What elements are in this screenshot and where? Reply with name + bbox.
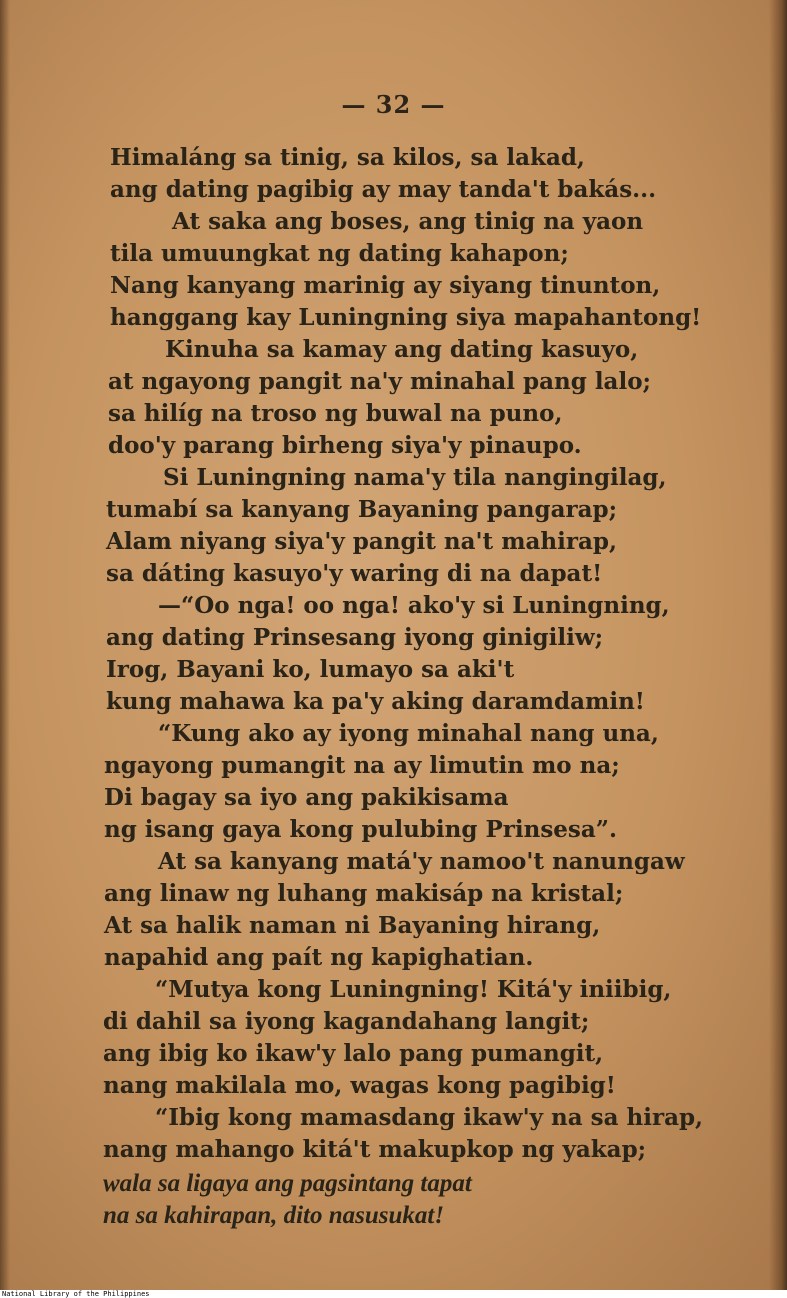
page-edge-shadow: [769, 0, 787, 1290]
poem-line: hanggang kay Luningning siya mapahantong!: [110, 304, 702, 331]
poem-line: nang mahango kitá't makupkop ng yakap;: [103, 1136, 647, 1163]
poem-line: “Ibig kong mamasdang ikaw'y na sa hirap,: [155, 1104, 704, 1131]
poem-line: Si Luningning nama'y tila nangingilag,: [163, 464, 667, 491]
page-number: — 32 —: [341, 90, 446, 119]
poem-line: na sa kahirapan, dito nasusukat!: [103, 1202, 445, 1229]
poem-line: Di bagay sa iyo ang pakikisama: [104, 784, 509, 811]
poem-line: ang ibig ko ikaw'y lalo pang pumangit,: [103, 1040, 604, 1067]
poem-line: doo'y parang birheng siya'y pinaupo.: [108, 432, 582, 459]
poem-line: napahid ang paít ng kapighatian.: [104, 944, 534, 971]
poem-line: At saka ang boses, ang tinig na yaon: [172, 208, 644, 235]
poem-line: “Kung ako ay iyong minahal nang una,: [158, 720, 659, 747]
poem-line: “Mutya kong Luningning! Kitá'y iniibig,: [155, 976, 672, 1003]
poem-line: ng isang gaya kong pulubing Prinsesa”.: [104, 816, 617, 843]
poem-line: Alam niyang siya'y pangit na't mahirap,: [106, 528, 617, 555]
poem-line: Irog, Bayani ko, lumayo sa aki't: [106, 656, 515, 683]
poem-line: ngayong pumangit na ay limutin mo na;: [104, 752, 620, 779]
poem-line: sa hilíg na troso ng buwal na puno,: [108, 400, 563, 427]
poem-line: wala sa ligaya ang pagsintang tapat: [103, 1170, 472, 1197]
poem-line: ang linaw ng luhang makisáp na kristal;: [104, 880, 624, 907]
footer-credit: National Library of the Philippines: [0, 1290, 787, 1298]
page-spine-shadow: [0, 0, 10, 1290]
poem-line: kung mahawa ka pa'y aking daramdamin!: [106, 688, 645, 715]
poem-line: nang makilala mo, wagas kong pagibig!: [103, 1072, 616, 1099]
poem-line: Kinuha sa kamay ang dating kasuyo,: [165, 336, 639, 363]
poem-line: ang dating pagibig ay may tanda't bakás...: [110, 176, 657, 203]
poem-line: At sa halik naman ni Bayaning hirang,: [104, 912, 601, 939]
poem-line: —“Oo nga! oo nga! ako'y si Luningning,: [158, 592, 670, 619]
poem-line: ang dating Prinsesang iyong ginigiliw;: [106, 624, 604, 651]
poem-line: tila umuungkat ng dating kahapon;: [110, 240, 569, 267]
poem-line: di dahil sa iyong kagandahang langit;: [103, 1008, 590, 1035]
poem-line: at ngayong pangit na'y minahal pang lalo;: [108, 368, 652, 395]
poem-line: tumabí sa kanyang Bayaning pangarap;: [106, 496, 618, 523]
poem-line: At sa kanyang matá'y namoo't nanungaw: [158, 848, 685, 875]
poem-line: Himaláng sa tinig, sa kilos, sa lakad,: [110, 144, 585, 171]
poem-line: Nang kanyang marinig ay siyang tinunton,: [110, 272, 661, 299]
poem-line: sa dáting kasuyo'y waring di na dapat!: [106, 560, 603, 587]
